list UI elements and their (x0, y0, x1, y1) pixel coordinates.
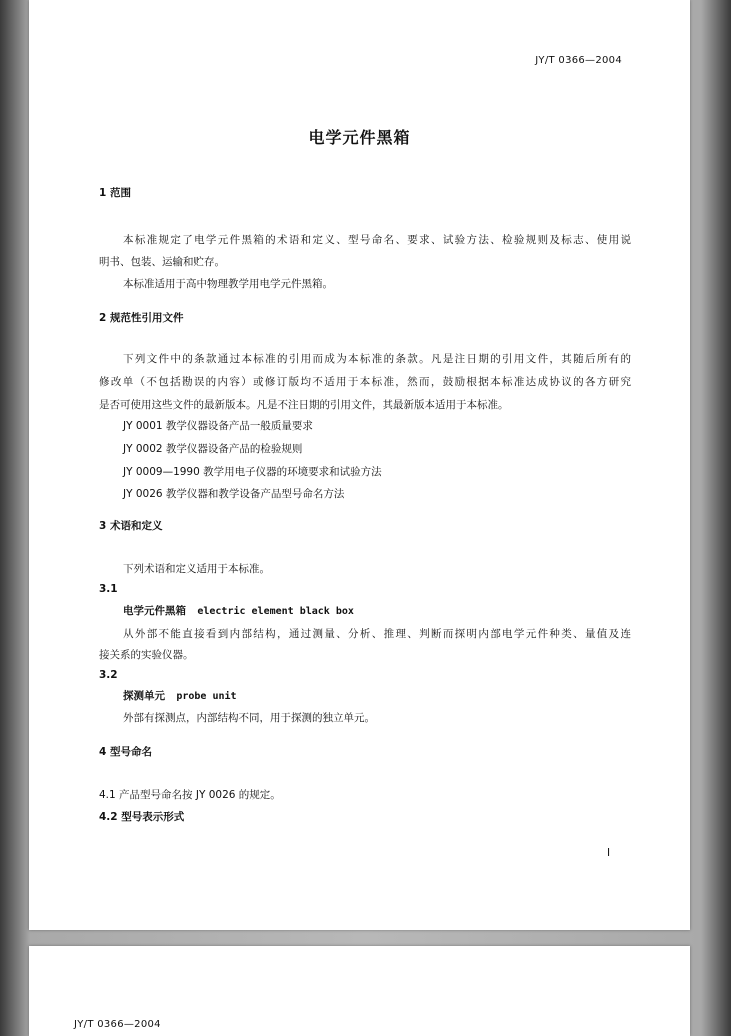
clause-3-1-number: 3.1 (99, 583, 118, 595)
document-id-header: JY/T 0366—2004 (535, 55, 622, 66)
section-1-scope-line: 本标准适用于高中物理教学用电学元件黑箱。 (123, 278, 333, 290)
document-title: 电学元件黑箱 (308, 128, 411, 147)
document-page-2 (29, 946, 690, 1036)
clause-3-2-definition: 外部有探测点，内部结构不同，用于探测的独立单元。 (123, 712, 375, 724)
reference-item: JY 0009—1990 教学用电子仪器的环境要求和试验方法 (123, 466, 382, 478)
document-page-1 (29, 0, 690, 930)
section-3-intro: 下列术语和定义适用于本标准。 (123, 563, 270, 575)
clause-4-2: 4.2 型号表示形式 (99, 811, 185, 823)
clause-4-1: 4.1 产品型号命名按 JY 0026 的规定。 (99, 789, 281, 801)
clause-3-2-number: 3.2 (99, 669, 118, 681)
clause-3-1-definition-line: 接关系的实验仪器。 (99, 649, 194, 661)
reference-item: JY 0002 教学仪器设备产品的检验规则 (123, 443, 303, 455)
document-id-header: JY/T 0366—2004 (74, 1019, 161, 1030)
page-number: I (607, 847, 611, 859)
section-1-paragraph-line: 明书、包装、运输和贮存。 (99, 256, 225, 268)
reference-item: JY 0026 教学仪器和教学设备产品型号命名方法 (123, 488, 345, 500)
section-2-paragraph-line: 是否可使用这些文件的最新版本。凡是不注日期的引用文件，其最新版本适用于本标准。 (99, 399, 509, 411)
section-2-paragraph-line: 修改单（不包括勘误的内容）或修订版均不适用于本标准，然而，鼓励根据本标准达成协议的各方研究 (99, 376, 631, 388)
section-1-paragraph-line: 本标准规定了电学元件黑箱的术语和定义、型号命名、要求、试验方法、检验规则及标志、使用说 (123, 234, 631, 246)
section-2-paragraph-line: 下列文件中的条款通过本标准的引用而成为本标准的条款。凡是注日期的引用文件，其随后所有的 (123, 353, 631, 365)
term-english: probe unit (176, 691, 237, 702)
section-1-heading: 1 范围 (99, 187, 131, 199)
section-3-heading: 3 术语和定义 (99, 520, 163, 532)
term-english: electric element black box (197, 606, 354, 617)
clause-3-2-term (123, 689, 237, 704)
term-chinese: 探测单元 (123, 690, 165, 702)
clause-3-1-definition-line: 从外部不能直接看到内部结构，通过测量、分析、推理、判断而探明内部电学元件种类、量值及连 (123, 628, 631, 640)
reference-item: JY 0001 教学仪器设备产品一般质量要求 (123, 420, 313, 432)
term-chinese: 电学元件黑箱 (123, 605, 186, 617)
section-4-heading: 4 型号命名 (99, 746, 152, 758)
section-2-heading: 2 规范性引用文件 (99, 312, 184, 324)
clause-3-1-term (123, 604, 354, 619)
